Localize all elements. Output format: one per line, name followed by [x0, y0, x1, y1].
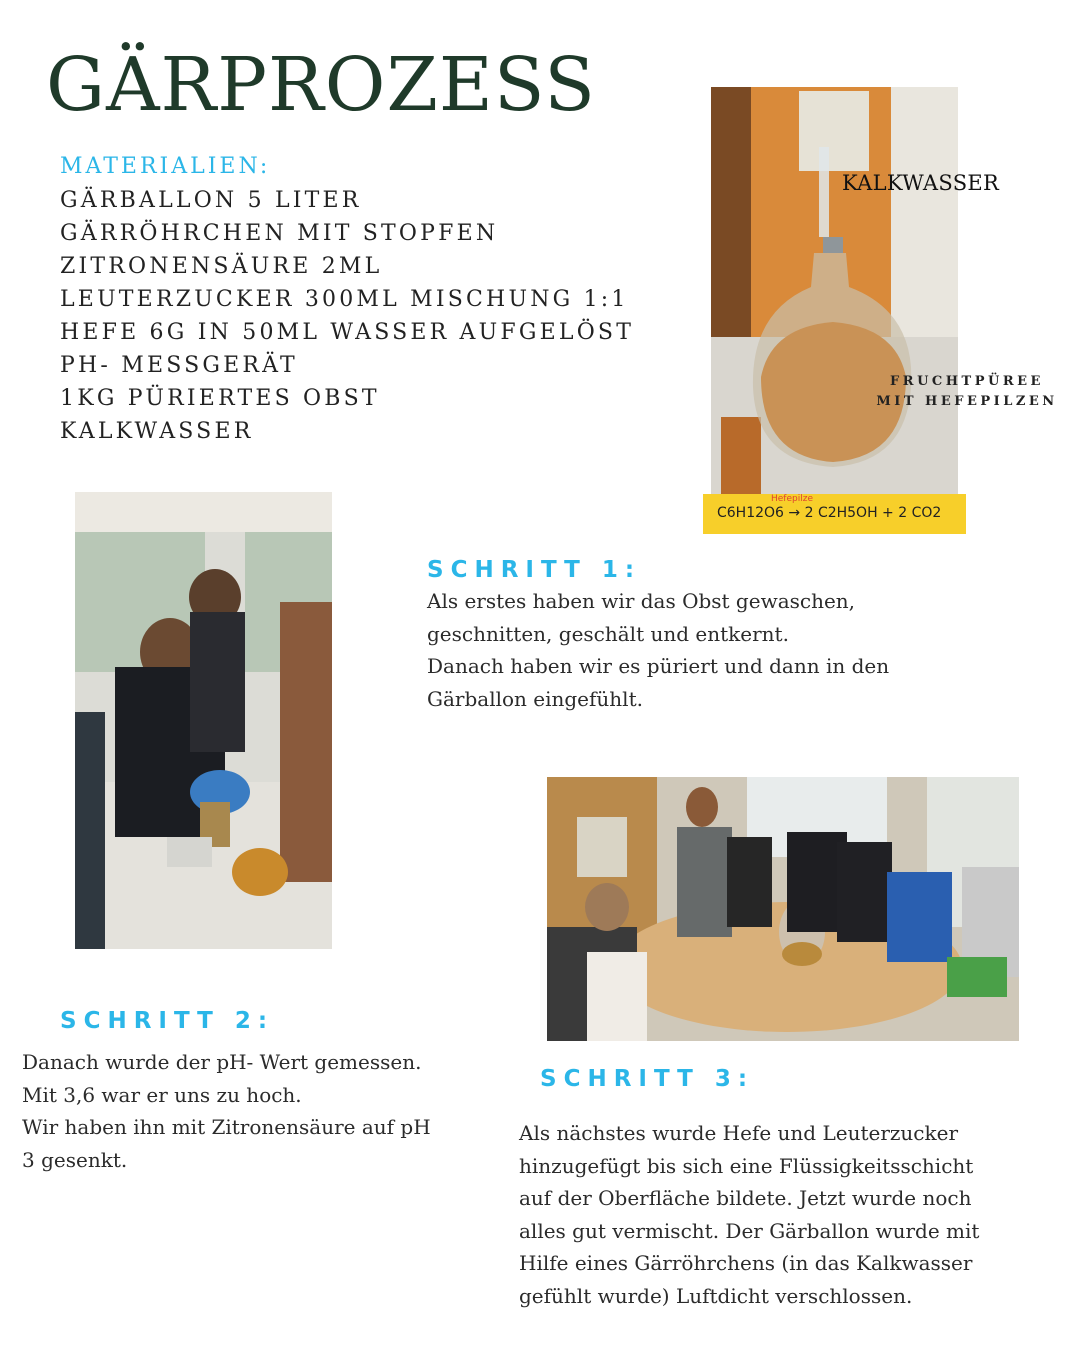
text-line: alles gut vermischt. Der Gärballon wurde mit	[519, 1218, 980, 1243]
text-line: Danach wurde der pH- Wert gemessen.	[22, 1050, 422, 1074]
materials-list	[60, 186, 634, 450]
caption-fruchtpueree	[862, 372, 1072, 412]
flask-photo	[711, 87, 958, 495]
list-item: GÄRRÖHRCHEN MIT STOPFEN	[60, 221, 499, 246]
text-line: Hilfe eines Gärröhrchens (in das Kalkwasser	[519, 1251, 973, 1275]
step1-heading: SCHRITT 1:	[427, 557, 642, 583]
list-item: 1KG PÜRIERTES OBST	[60, 386, 380, 411]
caption-kalkwasser: KALKWASSER	[842, 171, 1000, 195]
step2-text	[22, 1046, 431, 1176]
text-line: Mit 3,6 war er uns zu hoch.	[22, 1082, 302, 1107]
step1-photo	[75, 492, 332, 949]
text-line: Danach haben wir es püriert und dann in den	[427, 654, 890, 678]
chemical-equation	[703, 494, 966, 534]
caption-line: FRUCHTPÜREE	[890, 374, 1044, 389]
caption-line: MIT HEFEPILZEN	[876, 394, 1058, 409]
list-item: KALKWASSER	[60, 419, 254, 444]
list-item: HEFE 6G IN 50ML WASSER AUFGELÖST	[60, 320, 635, 345]
text-line: 3 gesenkt.	[22, 1147, 128, 1172]
text-line: Als nächstes wurde Hefe und Leuterzucker	[519, 1121, 959, 1145]
text-line: gefühlt wurde) Luftdicht verschlossen.	[519, 1283, 913, 1308]
list-item: ZITRONENSÄURE 2ML	[60, 254, 383, 279]
materials-heading: MATERIALIEN:	[60, 154, 271, 179]
text-line: geschnitten, geschält und entkernt.	[427, 621, 789, 646]
text-line: Gärballon eingefühlt.	[427, 686, 643, 711]
step3-text	[519, 1117, 979, 1312]
equation-text: C6H12O6 → 2 C2H5OH + 2 CO2	[717, 505, 942, 521]
text-line: auf der Oberfläche bildete. Jetzt wurde noch	[519, 1186, 972, 1210]
list-item: PH- MESSGERÄT	[60, 353, 298, 378]
enzyme-label: Hefepilze	[771, 494, 813, 504]
text-line: Wir haben ihn mit Zitronensäure auf pH	[22, 1115, 431, 1139]
text-line: hinzugefügt bis sich eine Flüssigkeitsschicht	[519, 1153, 974, 1178]
list-item: LEUTERZUCKER 300ML MISCHUNG 1:1	[60, 287, 629, 312]
list-item: GÄRBALLON 5 LITER	[60, 188, 362, 213]
step2-heading: SCHRITT 2:	[60, 1008, 275, 1034]
page-title: GÄRPROZESS	[46, 42, 596, 128]
step3-heading: SCHRITT 3:	[540, 1066, 755, 1092]
text-line: Als erstes haben wir das Obst gewaschen,	[427, 589, 856, 613]
step3-photo	[547, 777, 1019, 1041]
step1-text	[427, 585, 889, 715]
